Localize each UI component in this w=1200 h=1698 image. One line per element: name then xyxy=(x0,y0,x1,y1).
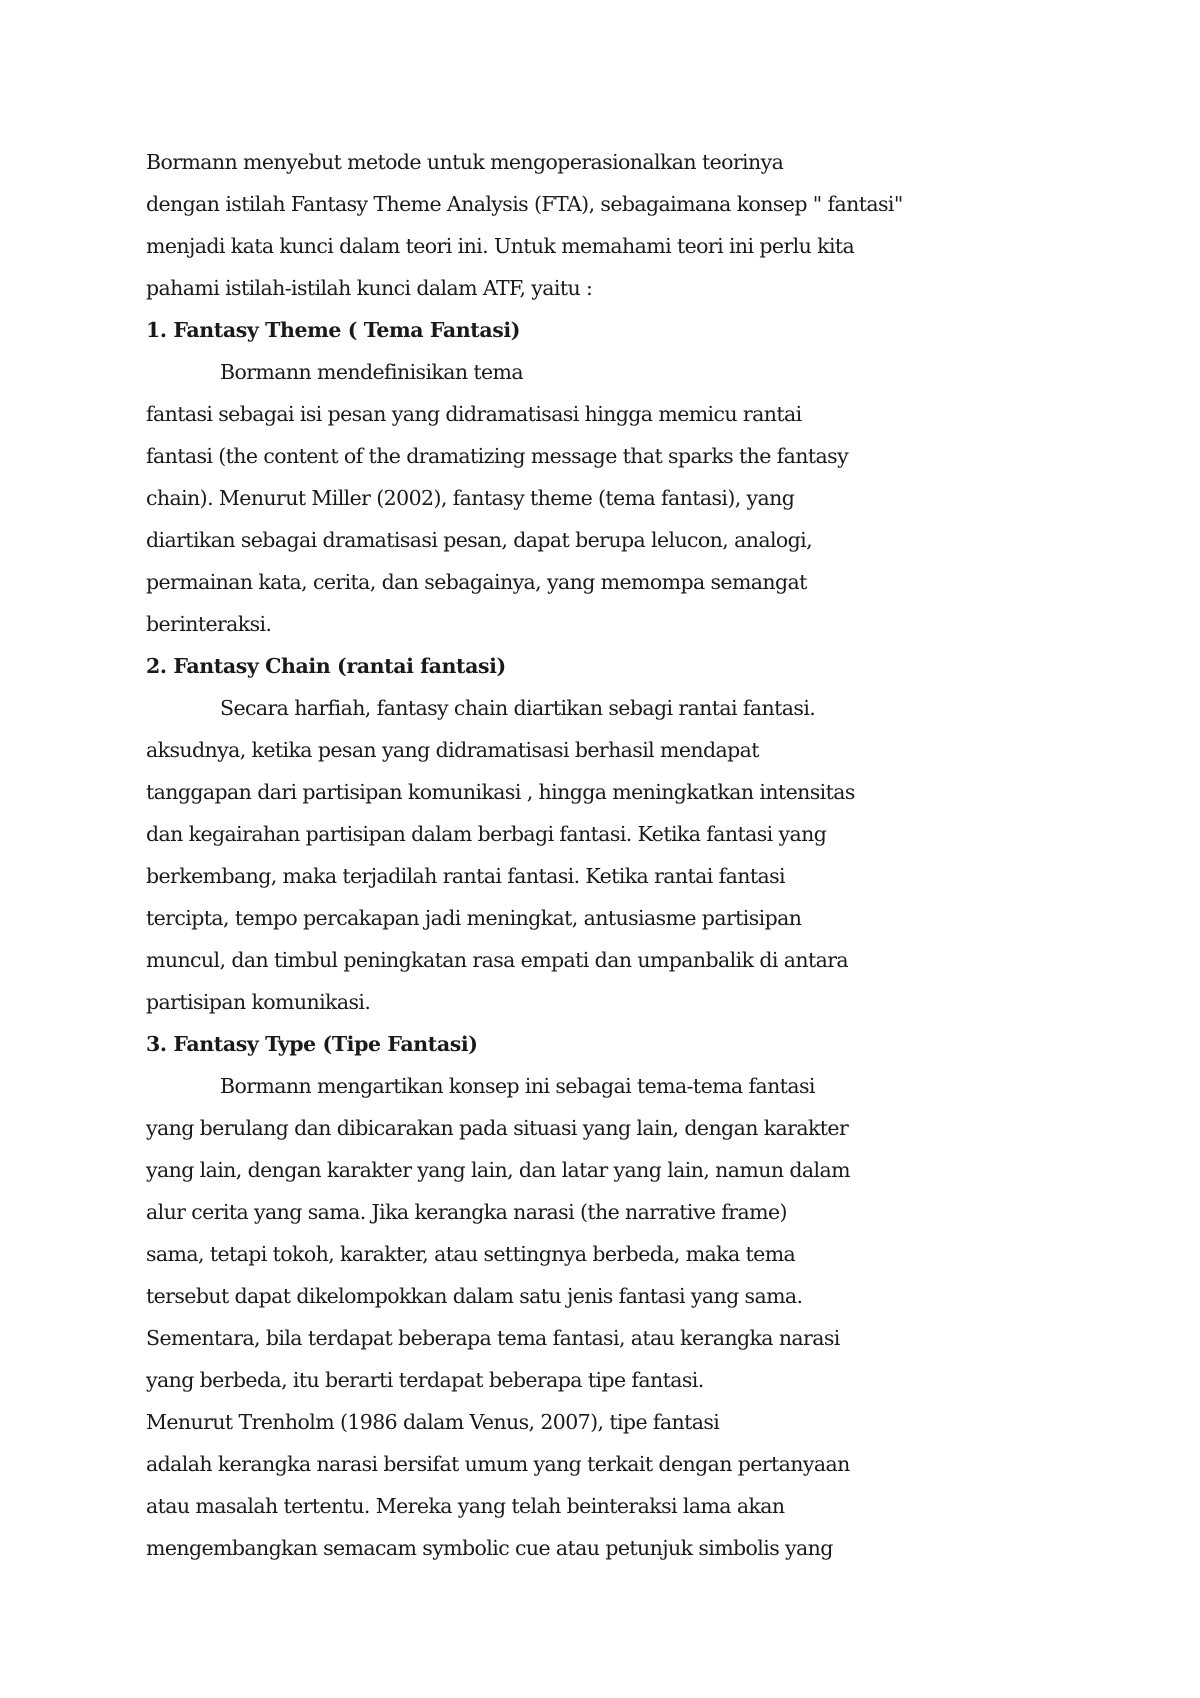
paragraph-line: tercipta, tempo percakapan jadi meningkat, antusiasme partisipan xyxy=(146,906,802,930)
paragraph-line: partisipan komunikasi. xyxy=(146,990,371,1014)
paragraph-line: Menurut Trenholm (1986 dalam Venus, 2007), tipe fantasi xyxy=(146,1410,720,1434)
paragraph-line: permainan kata, cerita, dan sebagainya, yang memompa semangat xyxy=(146,570,807,594)
paragraph-line: muncul, dan timbul peningkatan rasa empati dan umpanbalik di antara xyxy=(146,948,849,972)
paragraph-line: sama, tetapi tokoh, karakter, atau settingnya berbeda, maka tema xyxy=(146,1242,796,1266)
paragraph-line: atau masalah tertentu. Mereka yang telah beinteraksi lama akan xyxy=(146,1494,785,1518)
paragraph-line: dan kegairahan partisipan dalam berbagi fantasi. Ketika fantasi yang xyxy=(146,822,827,846)
paragraph-line: yang berbeda, itu berarti terdapat beberapa tipe fantasi. xyxy=(146,1368,704,1392)
paragraph-line: fantasi sebagai isi pesan yang didramatisasi hingga memicu rantai xyxy=(146,402,802,426)
intro-line: menjadi kata kunci dalam teori ini. Untuk memahami teori ini perlu kita xyxy=(146,234,855,258)
paragraph-line: yang lain, dengan karakter yang lain, dan latar yang lain, namun dalam xyxy=(146,1158,850,1182)
paragraph-line: mengembangkan semacam symbolic cue atau petunjuk simbolis yang xyxy=(146,1536,833,1560)
paragraph-first-line: Bormann mengartikan konsep ini sebagai tema-tema fantasi xyxy=(220,1074,815,1098)
paragraph-line: tanggapan dari partisipan komunikasi , hingga meningkatkan intensitas xyxy=(146,780,855,804)
intro-line: dengan istilah Fantasy Theme Analysis (FTA), sebagaimana konsep " fantasi" xyxy=(146,192,903,216)
document-body xyxy=(146,141,1146,1569)
section-heading-fantasy-type: 3. Fantasy Type (Tipe Fantasi) xyxy=(146,1032,478,1056)
paragraph-line: chain). Menurut Miller (2002), fantasy theme (tema fantasi), yang xyxy=(146,486,795,510)
paragraph-line: alur cerita yang sama. Jika kerangka narasi (the narrative frame) xyxy=(146,1200,787,1224)
intro-line: Bormann menyebut metode untuk mengoperasionalkan teorinya xyxy=(146,150,784,174)
section-heading-fantasy-chain: 2. Fantasy Chain (rantai fantasi) xyxy=(146,654,506,678)
paragraph-line: aksudnya, ketika pesan yang didramatisasi berhasil mendapat xyxy=(146,738,759,762)
paragraph-line: tersebut dapat dikelompokkan dalam satu jenis fantasi yang sama. xyxy=(146,1284,803,1308)
paragraph-line: berinteraksi. xyxy=(146,612,272,636)
paragraph-line: yang berulang dan dibicarakan pada situasi yang lain, dengan karakter xyxy=(146,1116,849,1140)
paragraph-line: adalah kerangka narasi bersifat umum yang terkait dengan pertanyaan xyxy=(146,1452,850,1476)
paragraph-first-line: Secara harfiah, fantasy chain diartikan sebagi rantai fantasi. xyxy=(220,696,816,720)
paragraph-first-line: Bormann mendefinisikan tema xyxy=(220,360,523,384)
paragraph-line: berkembang, maka terjadilah rantai fantasi. Ketika rantai fantasi xyxy=(146,864,785,888)
section-heading-fantasy-theme: 1. Fantasy Theme ( Tema Fantasi) xyxy=(146,318,521,342)
intro-line: pahami istilah-istilah kunci dalam ATF, yaitu : xyxy=(146,276,593,300)
paragraph-line: fantasi (the content of the dramatizing message that sparks the fantasy xyxy=(146,444,849,468)
paragraph-line: Sementara, bila terdapat beberapa tema fantasi, atau kerangka narasi xyxy=(146,1326,840,1350)
paragraph-line: diartikan sebagai dramatisasi pesan, dapat berupa lelucon, analogi, xyxy=(146,528,813,552)
